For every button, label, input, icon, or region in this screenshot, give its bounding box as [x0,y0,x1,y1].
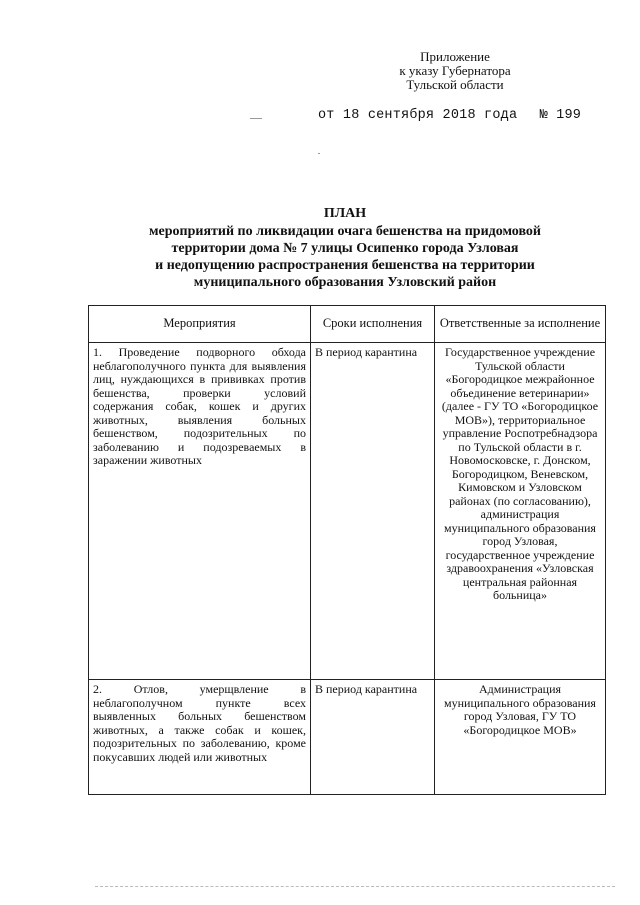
header-responsible: Ответственные за исполнение [435,306,606,343]
title-line: муниципального образования Узловский район [193,275,497,290]
title-line: и недопущению распространения бешенства на территории [155,258,535,273]
decree-number: № 199 [539,108,582,123]
appendix-block [380,50,530,92]
title-main: ПЛАН [323,206,367,221]
period-cell: В период карантина [311,680,435,795]
header-measures: Мероприятия [89,306,311,343]
table-row [89,343,606,680]
appendix-line: к указу Губернатора [399,63,511,78]
scan-speck [318,153,320,154]
decree-prefix: от [318,108,335,123]
appendix-line: Приложение [420,49,490,64]
plan-table [88,305,606,795]
title-line: мероприятий по ликвидации очага бешенства на придомовой [148,224,541,239]
document-title [95,205,595,291]
period-cell: В период карантина [311,343,435,680]
measure-cell: 2. Отлов, умерщвление в неблагополучном пункте всех выявленных больных бешенством животных, а также собак и кошек, подозрительных по заболеванию, кроме покусавших людей или животных [89,680,311,795]
measure-cell: 1. Проведение подворного обхода неблагополучного пункта для выявления лиц, нуждающихся в прививках против бешенства, проверки условий содержания собак, кошек и других животных, выявления больных бешенством, подозрительных по заболеванию и подозреваемых в заражении животных [89,343,311,680]
scan-speck [250,118,262,119]
table-row [89,680,606,795]
table-header-row [89,306,606,343]
responsible-cell: Государственное учреждение Тульской области «Богородицкое межрайонное объединение ветеринарии» (далее - ГУ ТО «Богородицкое МОВ»), территориальное управление Роспотребнадзора по Тульской области в г. Новомосковске, г. Донском, Богородицком, Веневском, Кимовском и Узловском районах (по согласованию), администрация муниципального образования город Узловая, государственное учреждение здравоохранения «Узловская центральная районная больница» [435,343,606,680]
responsible-cell: Администрация муниципального образования город Узловая, ГУ ТО «Богородицкое МОВ» [435,680,606,795]
scan-artifact-line [95,886,615,888]
header-deadlines: Сроки исполнения [311,306,435,343]
decree-date: 18 сентября 2018 года [342,108,518,123]
title-line: территории дома № 7 улицы Осипенко города Узловая [171,241,519,256]
decree-line [318,108,581,123]
appendix-line: Тульской области [406,77,504,92]
